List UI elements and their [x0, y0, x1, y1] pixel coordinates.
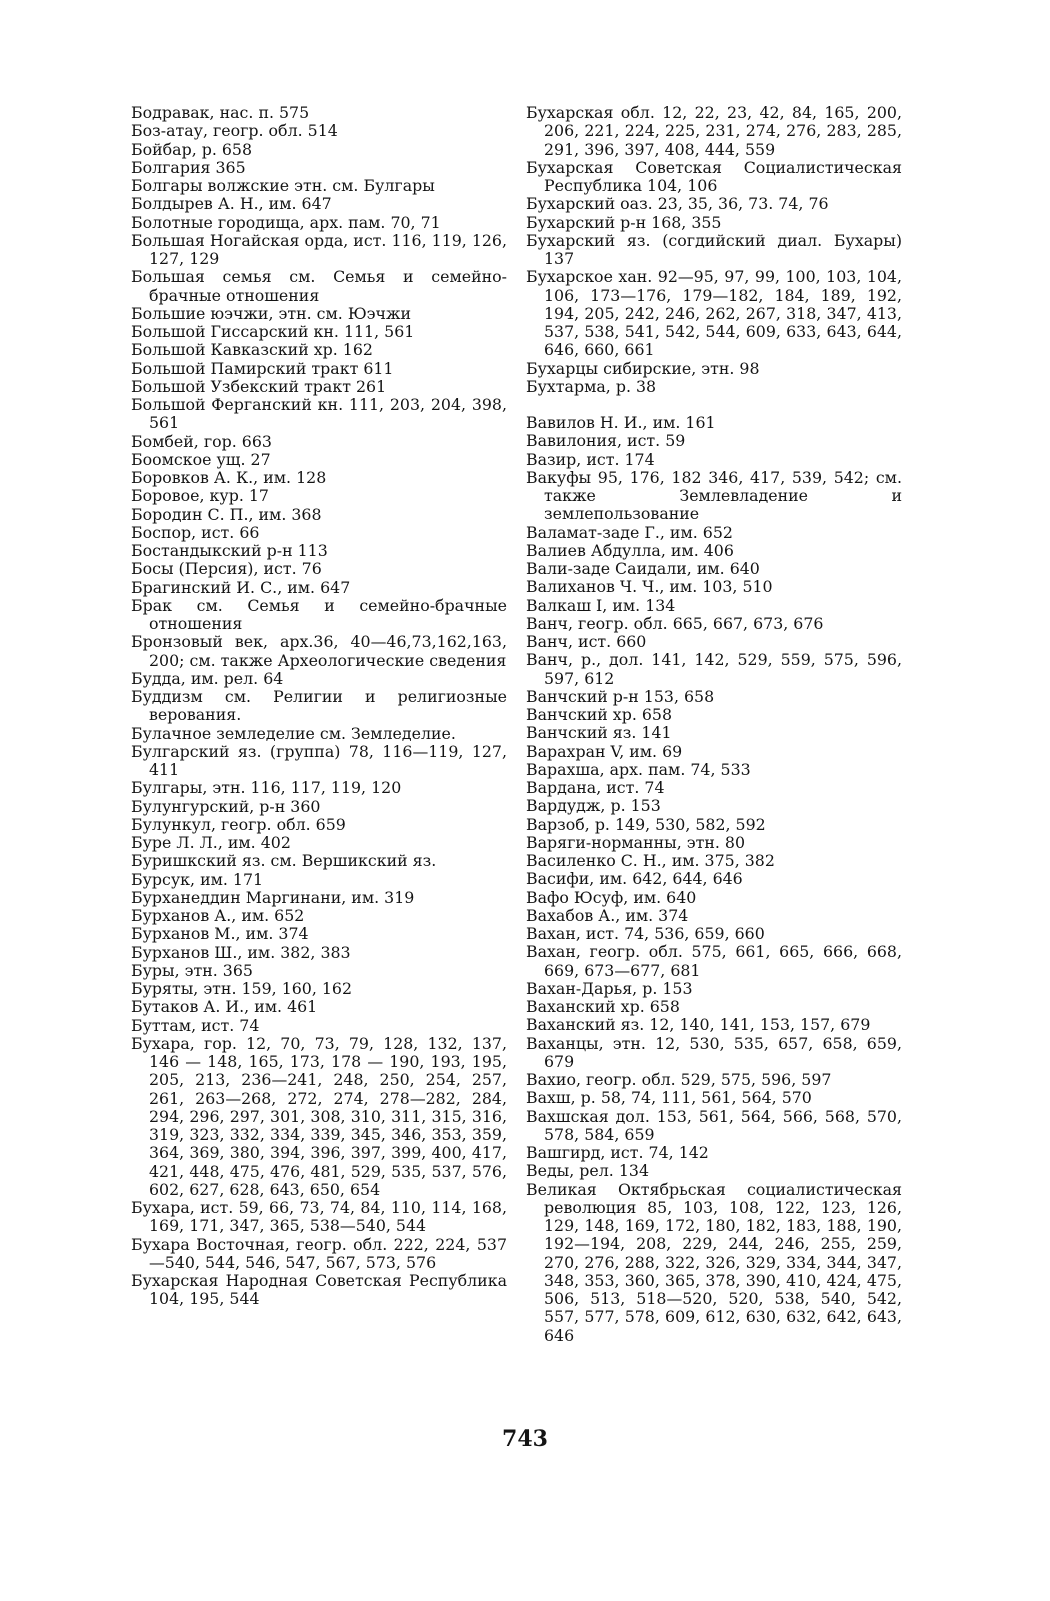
index-entry: Вавилов Н. И., им. 161: [526, 413, 716, 432]
index-entry: Болгария 365: [131, 157, 246, 177]
index-entry: Вахш, р. 58, 74, 111, 561, 564, 570: [526, 1088, 812, 1108]
index-entry: Ванчский яз. 141: [526, 723, 672, 743]
index-entry: Болотные городища, арх. пам. 70, 71: [131, 212, 441, 232]
index-entry: Бронзовый век, арх.36, 40—46,73,162,163, 200; см. также Археологические сведения: [131, 632, 507, 670]
index-entry: Бухарская Советская Социалистическая Республика 104, 106: [526, 157, 902, 195]
index-entry: Буддизм см. Религии и религиозные верования.: [131, 687, 507, 725]
index-entry: Варахран V, им. 69: [526, 741, 683, 761]
index-entry: Бухтарма, р. 38: [526, 376, 657, 396]
index-entry: Васифи, им. 642, 644, 646: [526, 869, 743, 889]
index-entry: Булачное земледелие см. Земледелие.: [131, 723, 456, 743]
index-entry: Боспор, ист. 66: [131, 522, 260, 542]
index-entry: Большая Ногайская орда, ист. 116, 119, 126, 127, 129: [131, 230, 508, 268]
index-entry: Варзоб, р. 149, 530, 582, 592: [526, 814, 766, 834]
index-entry: Бурханов А., им. 652: [131, 906, 305, 925]
index-entry: Большой Памирский тракт 611: [131, 358, 394, 378]
index-entry: Большой Гиссарский кн. 111, 561: [131, 322, 415, 341]
index-entry: Буттам, ист. 74: [131, 1015, 260, 1035]
index-entry: Вахан, ист. 74, 536, 659, 660: [526, 924, 765, 943]
index-entry: Бухарцы сибирские, этн. 98: [526, 358, 760, 378]
index-entry: Булгарский яз. (группа) 78, 116—119, 127, 411: [131, 741, 507, 779]
index-entry: Вардана, ист. 74: [526, 778, 665, 797]
index-entry: Бухара, гор. 12, 70, 73, 79, 128, 132, 137, 146 — 148, 165, 173, 178 — 190, 193, 195, 205, 213, 236—241, 248, 250, 254, 257, 261, 263—268, 272, 274, 278—282, 284, 294, 296, 297, 301, 308, 310, 311, 315, 316, 319, 323, 332, 334, 339, 345, 346, 353, 359, 364, 369, 380, 394, 396, 397, 399, 400, 417, 421, 448, 475, 476, 481, 529, 535, 537, 576, 602, 627, 628, 643, 650, 654: [131, 1033, 507, 1199]
index-entry: Будда, им. рел. 64: [131, 668, 284, 688]
index-entry: Болгары волжские этн. см. Булгары: [131, 176, 435, 195]
index-entry: Бурсук, им. 171: [131, 869, 264, 889]
index-entry: Босы (Персия), ист. 76: [131, 559, 322, 579]
index-entry: Буры, этн. 365: [131, 960, 253, 980]
index-entry: Бурханеддин Маргинани, им. 319: [131, 887, 415, 907]
index-entry: Бойбар, р. 658: [131, 139, 253, 159]
index-entry: Бутаков А. И., им. 461: [131, 997, 318, 1017]
index-entry: Ванч, ист. 660: [526, 632, 647, 651]
index-entry: Бородин С. П., им. 368: [131, 504, 322, 524]
index-entry: Вавилония, ист. 59: [526, 431, 686, 451]
index-entry: Ваханцы, этн. 12, 530, 535, 657, 658, 659, 679: [526, 1033, 902, 1071]
index-entry: Булгары, этн. 116, 117, 119, 120: [131, 778, 402, 798]
index-entry: Бодравак, нас. п. 575: [131, 103, 310, 122]
index-entry: Брагинский И. С., им. 647: [131, 577, 351, 597]
section-gap: [526, 396, 902, 414]
index-entry: Василенко С. Н., им. 375, 382: [526, 851, 775, 870]
index-entry: Булунгурский, р-н 360: [131, 796, 321, 816]
index-entry: Большой Ферганский кн. 111, 203, 204, 398, 561: [131, 395, 507, 433]
index-entry: Валамат-заде Г., им. 652: [526, 522, 733, 542]
index-entry: Болдырев А. Н., им. 647: [131, 194, 332, 214]
index-entry: Великая Октябрьская социалистическая революция 85, 103, 108, 122, 123, 126, 129, 148, 169, 172, 180, 182, 183, 188, 190, 192—194, 208, 229, 244, 246, 255, 259, 270, 276, 288, 322, 326, 329, 334, 344, 347, 348, 353, 360, 365, 378, 390, 410, 424, 475, 506, 513, 518—520, 520, 538, 540, 542, 557, 577, 578, 609, 612, 630, 632, 642, 643, 646: [526, 1179, 902, 1345]
index-column-left: [131, 104, 507, 1309]
index-entry: Большая семья см. Семья и семейно-брачные отношения: [131, 267, 507, 305]
index-entry: Вахио, геогр. обл. 529, 575, 596, 597: [526, 1070, 832, 1089]
index-entry: Бухарский оаз. 23, 35, 36, 73. 74, 76: [526, 194, 829, 214]
index-entry: Вардудж, р. 153: [526, 796, 661, 816]
index-entry: Боомское ущ. 27: [131, 449, 271, 469]
index-entry: Буришкский яз. см. Вершикский яз.: [131, 851, 437, 871]
index-entry: Бухара Восточная, геогр. обл. 222, 224, 537—540, 544, 546, 547, 567, 573, 576: [131, 1234, 507, 1272]
index-entry: Варяги-норманны, этн. 80: [526, 832, 746, 852]
index-entry: Буре Л. Л., им. 402: [131, 833, 291, 852]
index-entry: Вакуфы 95, 176, 182 346, 417, 539, 542; см. также Землевладение и землепользование: [526, 467, 902, 524]
index-entry: Ванч, р., дол. 141, 142, 529, 559, 575, 596, 597, 612: [526, 650, 902, 688]
index-entry: Брак см. Семья и семейно-брачные отношения: [131, 595, 507, 633]
index-entry: Вахан-Дарья, р. 153: [526, 978, 693, 998]
index-entry: Варахша, арх. пам. 74, 533: [526, 759, 751, 779]
index-entry: Бухарский яз. (согдийский диал. Бухары) 137: [526, 230, 902, 268]
index-entry: Веды, рел. 134: [526, 1161, 649, 1181]
index-entry: Бухарская обл. 12, 22, 23, 42, 84, 165, 200, 206, 221, 224, 225, 231, 274, 276, 283, 285, 291, 396, 397, 408, 444, 559: [526, 103, 902, 159]
index-entry: Ванчский хр. 658: [526, 705, 673, 724]
index-entry: Бухарская Народная Советская Республика 104, 195, 544: [131, 1271, 507, 1309]
index-entry: Вафо Юсуф, им. 640: [526, 887, 697, 907]
index-entry: Ваханский яз. 12, 140, 141, 153, 157, 679: [526, 1015, 871, 1035]
index-entry: Ваханский хр. 658: [526, 997, 680, 1016]
index-entry: Буряты, этн. 159, 160, 162: [131, 979, 353, 998]
index-entry: Бухарское хан. 92—95, 97, 99, 100, 103, 104, 106, 173—176, 179—182, 184, 189, 192, 194, 205, 242, 246, 262, 267, 318, 347, 413, 537, 538, 541, 542, 544, 609, 633, 643, 644, 646, 660, 661: [526, 267, 902, 360]
index-entry: Валиев Абдулла, им. 406: [526, 540, 734, 560]
index-entry: Бостандыкский р-н 113: [131, 541, 328, 560]
index-entry: Вали-заде Саидали, им. 640: [526, 559, 760, 578]
index-entry: Булункул, геогр. обл. 659: [131, 814, 346, 834]
index-entry: Вашгирд, ист. 74, 142: [526, 1143, 709, 1162]
index-column-right: [526, 104, 902, 1345]
index-entry: Бухара, ист. 59, 66, 73, 74, 84, 110, 114, 168, 169, 171, 347, 365, 538—540, 544: [131, 1198, 507, 1236]
index-entry: Боровое, кур. 17: [131, 486, 269, 506]
index-entry: Бомбей, гор. 663: [131, 431, 272, 451]
index-entry: Валиханов Ч. Ч., им. 103, 510: [526, 577, 773, 597]
index-entry: Большие юэчжи, этн. см. Юэчжи: [131, 303, 412, 323]
index-entry: Бухарский р-н 168, 355: [526, 212, 722, 232]
index-entry: Бурханов М., им. 374: [131, 924, 309, 944]
page-number: 743: [502, 1426, 548, 1452]
index-entry: Вахшская дол. 153, 561, 564, 566, 568, 570, 578, 584, 659: [526, 1106, 902, 1144]
index-entry: Боз-атау, геогр. обл. 514: [131, 121, 338, 141]
index-entry: Ванч, геогр. обл. 665, 667, 673, 676: [526, 613, 824, 633]
index-entry: Вахан, геогр. обл. 575, 661, 665, 666, 668, 669, 673—677, 681: [526, 942, 902, 980]
index-entry: Бурханов Ш., им. 382, 383: [131, 942, 351, 962]
index-entry: Большой Узбекский тракт 261: [131, 376, 387, 396]
index-entry: Вазир, ист. 174: [526, 449, 655, 469]
index-entry: Большой Кавказский хр. 162: [131, 340, 373, 360]
index-entry: Боровков А. К., им. 128: [131, 468, 327, 487]
index-entry: Вахабов А., им. 374: [526, 905, 689, 925]
index-entry: Ванчский р-н 153, 658: [526, 686, 715, 706]
index-entry: Валкаш I, им. 134: [526, 595, 676, 615]
